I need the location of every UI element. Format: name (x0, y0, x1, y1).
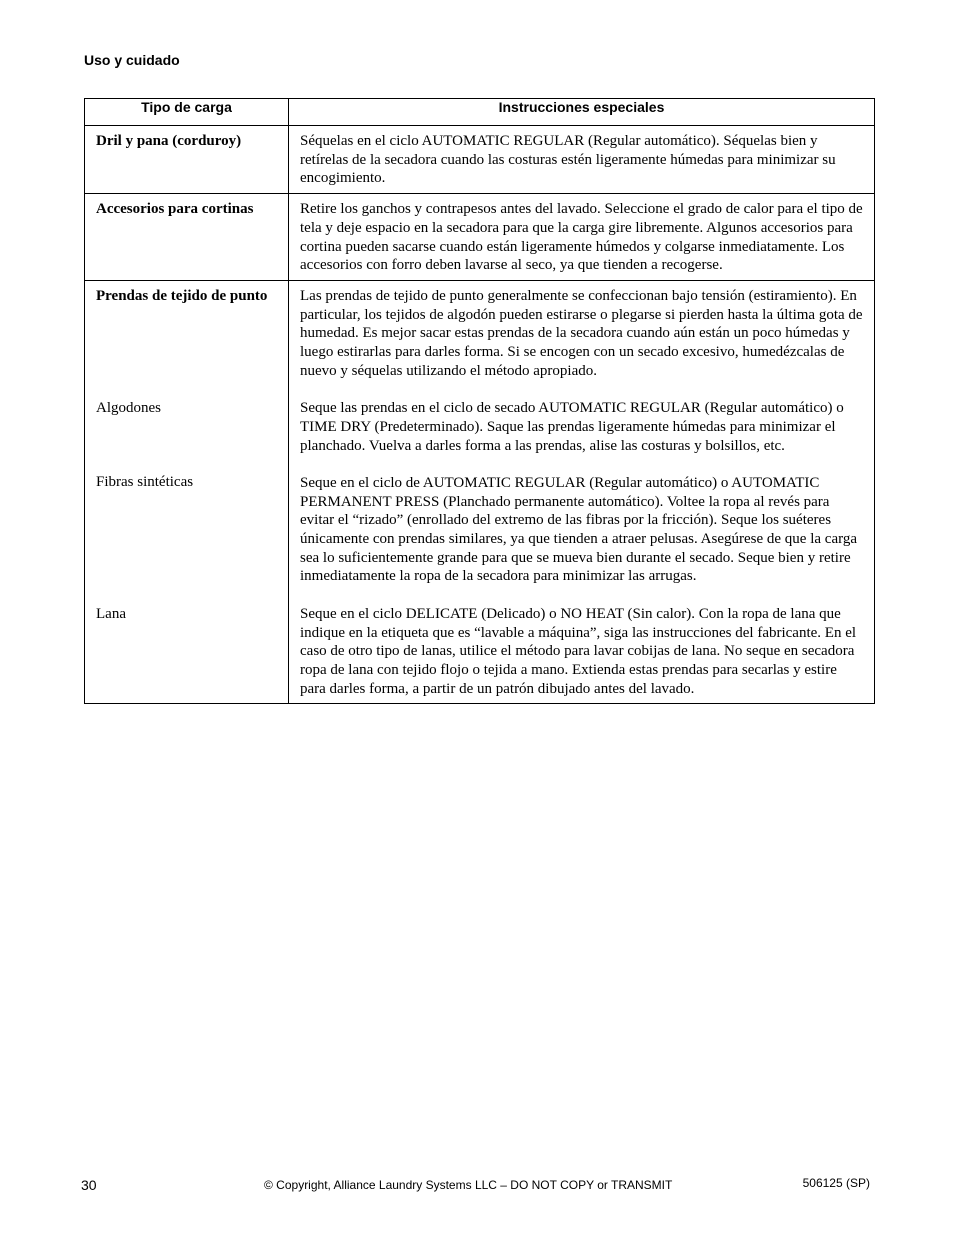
load-type-label: Prendas de tejido de punto (96, 287, 268, 304)
instructions-cell (289, 280, 875, 703)
care-instructions-table (84, 98, 875, 704)
load-type-cell (85, 194, 289, 281)
table-row (85, 280, 875, 703)
instruction-text: Las prendas de tejido de punto generalmente se confeccionan bajo tensión (estiramiento). En particular, los tejidos de algodón pueden estirarse o plegarse si pierden hasta la última gota de humedad. Es mejor sacar estas prendas de la secadora cuando aún están un poco húmedas y luego estirarlas para darles forma. Si se encogen con un secado excesivo, humedézcalas de nuevo y séquelas utilizando el método apropiado. (300, 287, 863, 379)
instructions-cell (289, 126, 875, 194)
document-number: 506125 (SP) (802, 1176, 870, 1190)
load-type-label: Dril y pana (corduroy) (96, 133, 242, 149)
instruction-text: Seque las prendas en el ciclo de secado AUTOMATIC REGULAR (Regular automático) o TIME DRY (Predeterminado). Saque las prendas ligeramente húmedas para minimizar el planchado. Vuelva a darles forma a las prendas, alise las costuras y bolsillos, etc. (300, 400, 844, 454)
table-row (85, 194, 875, 281)
load-type-sublabel: Algodones (96, 399, 161, 416)
column-header-instructions: Instrucciones especiales (289, 99, 875, 126)
load-type-label: Accesorios para cortinas (96, 201, 254, 218)
load-type-sublabel: Lana (96, 606, 126, 623)
table-row (85, 126, 875, 194)
load-type-cell (85, 280, 289, 703)
load-type-sublabel: Fibras sintéticas (96, 474, 194, 491)
copyright-notice: © Copyright, Alliance Laundry Systems LLC – DO NOT COPY or TRANSMIT (264, 1178, 673, 1192)
instructions-cell (289, 194, 875, 281)
column-header-load-type: Tipo de carga (85, 99, 289, 126)
instruction-text: Seque en el ciclo DELICATE (Delicado) o NO HEAT (Sin calor). Con la ropa de lana que indique en la etiqueta que es “lavable a máquina”, siga las instrucciones del fabricante. En el caso de otro tipo de lanas, utilice el método para lavar cobijas de lana. No seque en secadora ropa de lana con tejido flojo o tejida a mano. Extienda estas prendas para secarlas y estire para darles forma, a partir de un patrón dibujado antes del lavado. (300, 605, 857, 697)
instruction-text: Séquelas en el ciclo AUTOMATIC REGULAR (Regular automático). Séquelas bien y retírelas de la secadora cuando las costuras estén ligeramente húmedas para minimizar su encogimiento. (300, 133, 836, 187)
table-header-row (85, 99, 875, 126)
page-number: 30 (81, 1177, 97, 1193)
instruction-text: Seque en el ciclo de AUTOMATIC REGULAR (Regular automático) o AUTOMATIC PERMANENT PRESS (Planchado permanente automático). Voltee la ropa al revés para evitar el “rizado” (enrollado del extremo de las fibras por la fricción). Seque los suéteres únicamente con prendas similares, ya que tienden a atraer pelusas. Asegúrese de que la carga sea lo suficientemente grande para que se mueva bien durante el secado. Seque bien y retire inmediatamente la ropa de la secadora para minimizar las arrugas. (300, 474, 857, 585)
load-type-cell (85, 126, 289, 194)
section-heading: Uso y cuidado (84, 52, 180, 68)
instruction-text: Retire los ganchos y contrapesos antes del lavado. Seleccione el grado de calor para el tipo de tela y deje espacio en la secadora para que la carga gire libremente. Algunos accesorios para cortina pueden sacarse cuando están ligeramente húmedos y colgarse inmediatamente. Los accesorios con forro deben lavarse al seco, ya que tienden a recogerse. (300, 201, 863, 274)
